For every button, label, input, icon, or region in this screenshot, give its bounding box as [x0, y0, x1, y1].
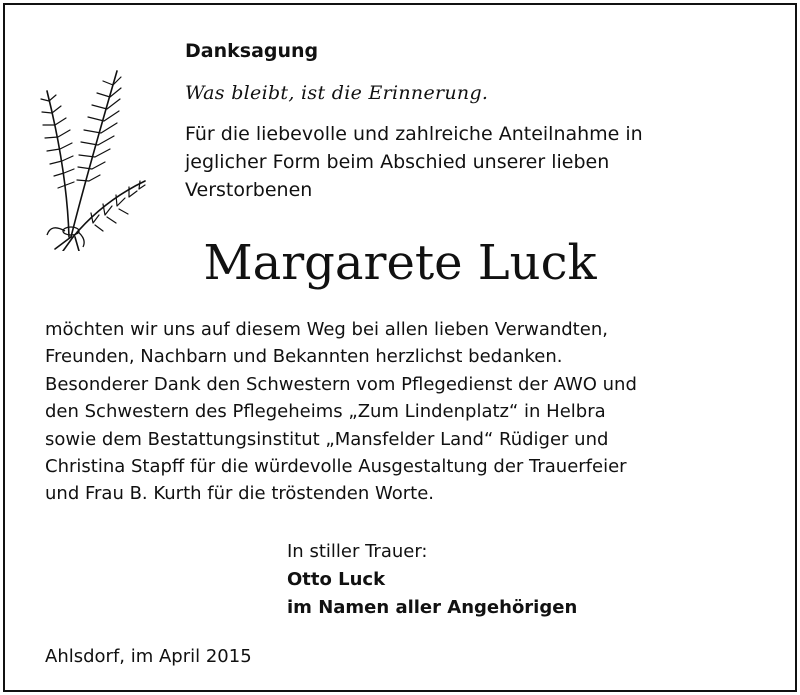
intro-line: jeglicher Form beim Abschied unserer lieben [185, 151, 610, 173]
signoff-block [287, 538, 577, 622]
on-behalf-line: im Namen aller Angehörigen [287, 597, 578, 618]
notice-motto: Was bleibt, ist die Erinnerung. [185, 82, 489, 104]
intro-paragraph [185, 120, 745, 204]
fern-bouquet-icon [33, 61, 173, 251]
thanks-line: Freunden, Nachbarn und Bekannten herzlichst bedanken. [45, 346, 563, 368]
thanks-line: sowie dem Bestattungsinstitut „Mansfelder Land“ Rüdiger und [45, 428, 609, 450]
intro-line: Für die liebevolle und zahlreiche Anteilnahme in [185, 123, 643, 145]
thanks-line: Besonderer Dank den Schwestern vom Pflegedienst der AWO und [45, 373, 637, 395]
deceased-name: Margarete Luck [203, 235, 597, 291]
thanks-line: den Schwestern des Pflegeheims „Zum Lindenplatz“ in Helbra [45, 401, 606, 423]
thanks-line: und Frau B. Kurth für die tröstenden Worte. [45, 483, 434, 505]
intro-line: Verstorbenen [185, 179, 313, 201]
signoff-label: In stiller Trauer: [287, 541, 428, 562]
place-date: Ahlsdorf, im April 2015 [45, 646, 252, 667]
thanks-line: möchten wir uns auf diesem Weg bei allen lieben Verwandten, [45, 319, 608, 340]
obituary-notice [3, 3, 797, 692]
signer-name: Otto Luck [287, 569, 386, 590]
thanks-paragraph [45, 316, 785, 508]
notice-heading: Danksagung [185, 40, 319, 62]
thanks-line: Christina Stapff für die würdevolle Ausgestaltung der Trauerfeier [45, 456, 627, 478]
